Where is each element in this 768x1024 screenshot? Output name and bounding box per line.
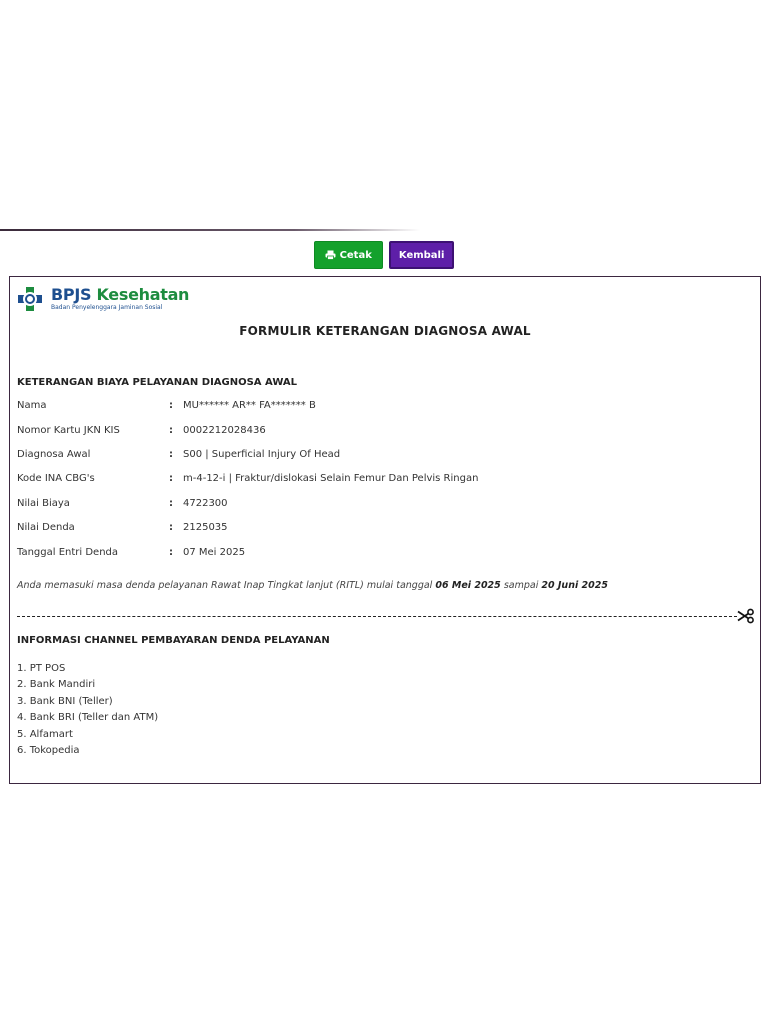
list-item: 6. Tokopedia [17, 744, 80, 756]
note-middle: sampai [503, 580, 539, 591]
brand-name-part2: Kesehatan [96, 285, 190, 304]
back-button[interactable] [389, 241, 455, 269]
field-colon: : [169, 522, 173, 533]
field-value: S00 | Superficial Injury Of Head [183, 449, 341, 460]
list-item: 2. Bank Mandiri [17, 679, 96, 691]
field-value: 4722300 [183, 498, 228, 509]
field-value: 07 Mei 2025 [183, 547, 246, 558]
field-colon: : [169, 498, 173, 509]
form-title: FORMULIR KETERANGAN DIAGNOSA AWAL [239, 324, 531, 338]
field-label: Tanggal Entri Denda [17, 547, 119, 558]
field-row-nama [17, 400, 316, 414]
note-prefix: Anda memasuki masa denda pelayanan Rawat Inap Tingkat lanjut (RITL) mulai tanggal [17, 580, 433, 591]
section-cost-title: KETERANGAN BIAYA PELAYANAN DIAGNOSA AWAL [17, 377, 298, 388]
field-colon: : [169, 425, 173, 436]
field-value: 2125035 [183, 522, 228, 533]
field-value: MU****** AR** FA******* B [183, 400, 316, 411]
list-item: 1. PT POS [17, 663, 66, 674]
field-colon: : [169, 547, 173, 558]
cut-line-divider [17, 616, 737, 617]
field-label: Nomor Kartu JKN KIS [17, 425, 120, 436]
field-colon: : [169, 449, 173, 460]
field-colon: : [169, 473, 173, 484]
scissors-icon [737, 608, 755, 624]
back-button-label: Kembali [398, 249, 445, 261]
list-item: 4. Bank BRI (Teller dan ATM) [17, 712, 159, 724]
bpjs-logo-mark-icon [16, 285, 44, 313]
printer-icon [325, 250, 336, 260]
field-label: Kode INA CBG's [17, 473, 95, 484]
print-button[interactable] [314, 241, 383, 269]
bpjs-logo [16, 285, 189, 313]
brand-name-part1: BPJS [51, 285, 92, 304]
field-row-penalty [17, 522, 228, 536]
note-start-date: 06 Mei 2025 [435, 580, 501, 591]
field-colon: : [169, 400, 173, 411]
field-label: Nilai Biaya [17, 498, 70, 509]
field-row-diagnosis [17, 449, 340, 463]
field-label: Diagnosa Awal [17, 449, 91, 460]
field-value: m-4-12-i | Fraktur/dislokasi Selain Femur Dan Pelvis Ringan [183, 473, 479, 484]
payment-channel-list [17, 661, 158, 759]
toolbar [0, 241, 768, 269]
top-divider [0, 229, 420, 231]
field-row-card-number [17, 425, 266, 439]
field-value: 0002212028436 [183, 425, 266, 436]
list-item: 5. Alfamart [17, 728, 73, 740]
diagnosis-form-card [9, 276, 761, 784]
list-item: 3. Bank BNI (Teller) [17, 695, 113, 707]
field-label: Nama [17, 400, 47, 411]
field-row-cost [17, 498, 228, 512]
field-label: Nilai Denda [17, 522, 75, 533]
field-row-ina-cbg [17, 473, 478, 487]
field-row-penalty-date [17, 547, 245, 561]
note-end-date: 20 Juni 2025 [541, 580, 608, 591]
section-channels-title: INFORMASI CHANNEL PEMBAYARAN DENDA PELAYANAN [17, 635, 330, 646]
brand-name [51, 286, 189, 304]
print-button-label: Cetak [339, 249, 372, 261]
brand-subtitle: Badan Penyelenggara Jaminan Sosial [51, 304, 163, 311]
penalty-period-note [17, 580, 608, 591]
